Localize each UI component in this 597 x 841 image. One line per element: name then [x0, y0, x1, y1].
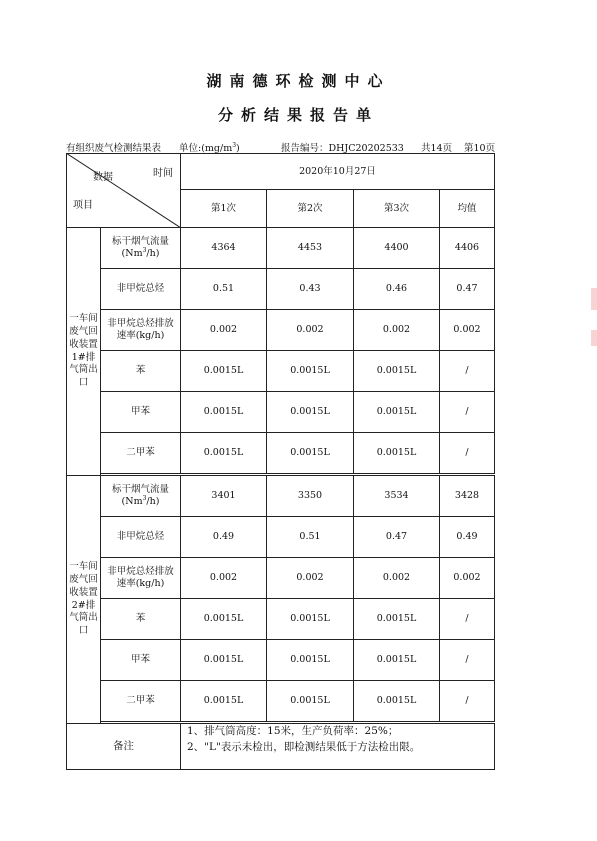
item-name-cell — [100, 391, 181, 433]
table-name: 有组织废气检测结果表 — [66, 143, 162, 154]
corner-item-label: 项目 — [73, 200, 93, 211]
item-name: 标干烟气流量 — [111, 235, 169, 247]
value-cell: 3534 — [353, 475, 440, 517]
value-cell: 0.0015L — [353, 639, 440, 681]
value-cell: 4400 — [353, 227, 440, 269]
item-name: 二甲苯 — [126, 447, 155, 459]
item-name-cell — [100, 680, 181, 722]
value-cell: 3428 — [439, 475, 495, 517]
value-cell: 0.002 — [266, 309, 354, 351]
value-cell: 0.0015L — [353, 680, 440, 722]
value-cell: 0.0015L — [353, 598, 440, 640]
item-name: 苯 — [135, 613, 146, 625]
value-cell: 0.47 — [439, 268, 495, 310]
value-cell: 0.51 — [180, 268, 267, 310]
document-title: 分析结果报告单 — [217, 106, 379, 124]
item-name: 甲苯 — [130, 654, 150, 666]
item-name-cell — [100, 639, 181, 681]
remarks-cell — [180, 723, 495, 770]
column-header: 均值 — [439, 189, 495, 228]
value-cell: 0.0015L — [266, 639, 354, 681]
seal-stamp-fragment — [591, 288, 597, 310]
value-cell: 0.002 — [180, 309, 267, 351]
value-cell: 0.0015L — [180, 350, 267, 392]
remark-line-1: 1、排气筒高度：15米，生产负荷率：25%； — [187, 725, 399, 737]
item-name: 甲苯 — [130, 406, 150, 418]
value-cell: / — [439, 680, 495, 722]
header-corner-cell — [66, 153, 181, 228]
item-unit: (Nm$^3$/h) — [121, 247, 160, 260]
value-cell: / — [439, 639, 495, 681]
item-name: 标干烟气流量 — [111, 483, 169, 495]
value-cell: 0.46 — [353, 268, 440, 310]
total-pages: 共14页 — [421, 143, 453, 154]
seal-stamp-fragment — [591, 330, 597, 346]
item-name-cell — [100, 557, 181, 599]
item-name-cell — [100, 432, 181, 474]
item-name: 苯 — [135, 365, 146, 377]
value-cell: 4364 — [180, 227, 267, 269]
column-header: 第3次 — [353, 189, 440, 228]
value-cell: / — [439, 391, 495, 433]
item-name-cell — [100, 268, 181, 310]
value-cell: 3401 — [180, 475, 267, 517]
item-name-cell — [100, 516, 181, 558]
item-name: 非甲烷总烃排放速率(kg/h) — [107, 318, 174, 341]
value-cell: 3350 — [266, 475, 354, 517]
value-cell: / — [439, 598, 495, 640]
value-cell: 0.0015L — [266, 598, 354, 640]
value-cell: 0.0015L — [266, 391, 354, 433]
value-cell: 0.51 — [266, 516, 354, 558]
value-cell: 0.0015L — [353, 432, 440, 474]
value-cell: 0.0015L — [266, 432, 354, 474]
value-cell: 0.0015L — [353, 350, 440, 392]
section-location: 一车间废气回收装置2#排气筒出口 — [66, 475, 101, 724]
value-cell: / — [439, 350, 495, 392]
diagonal-line — [66, 153, 181, 228]
value-cell: 0.49 — [439, 516, 495, 558]
value-cell: 0.0015L — [353, 391, 440, 433]
value-cell: 0.002 — [180, 557, 267, 599]
value-cell: 0.49 — [180, 516, 267, 558]
column-header: 第1次 — [180, 189, 267, 228]
remarks-label: 备注 — [66, 723, 181, 770]
item-name: 非甲烷总烃 — [116, 531, 165, 543]
value-cell: / — [439, 432, 495, 474]
value-cell: 0.0015L — [180, 391, 267, 433]
value-cell: 0.0015L — [266, 680, 354, 722]
item-name: 非甲烷总烃排放速率(kg/h) — [107, 566, 174, 589]
org-title: 湖南德环检测中心 — [206, 72, 391, 90]
value-cell: 0.0015L — [180, 432, 267, 474]
table-meta — [66, 140, 506, 154]
corner-data-label: 数据 — [93, 172, 113, 183]
item-name-cell — [100, 475, 181, 517]
value-cell: 0.43 — [266, 268, 354, 310]
value-cell: 4406 — [439, 227, 495, 269]
value-cell: 0.0015L — [180, 598, 267, 640]
item-name: 非甲烷总烃 — [116, 283, 165, 295]
value-cell: 0.002 — [439, 557, 495, 599]
item-name-cell — [100, 350, 181, 392]
report-number: 报告编号：DHJC20202533 — [281, 143, 404, 154]
value-cell: 4453 — [266, 227, 354, 269]
item-name: 二甲苯 — [126, 695, 155, 707]
value-cell: 0.002 — [353, 557, 440, 599]
value-cell: 0.0015L — [266, 350, 354, 392]
item-name-cell — [100, 227, 181, 269]
value-cell: 0.0015L — [180, 680, 267, 722]
value-cell: 0.47 — [353, 516, 440, 558]
value-cell: 0.002 — [439, 309, 495, 351]
section-location: 一车间废气回收装置1#排气筒出口 — [66, 227, 101, 476]
item-unit: (Nm$^3$/h) — [121, 495, 160, 508]
value-cell: 0.0015L — [180, 639, 267, 681]
results-table — [66, 153, 495, 770]
unit-label: 单位$:(mg/m^3)$ — [179, 141, 240, 154]
corner-time-label: 时间 — [153, 168, 173, 179]
column-header: 第2次 — [266, 189, 354, 228]
page-number: 第10页 — [464, 143, 496, 154]
value-cell: 0.002 — [266, 557, 354, 599]
remark-line-2: 2、"L"表示未检出，即检测结果低于方法检出限。 — [187, 740, 421, 753]
date-header: 2020年10月27日 — [180, 153, 495, 190]
item-name-cell — [100, 598, 181, 640]
value-cell: 0.002 — [353, 309, 440, 351]
item-name-cell — [100, 309, 181, 351]
